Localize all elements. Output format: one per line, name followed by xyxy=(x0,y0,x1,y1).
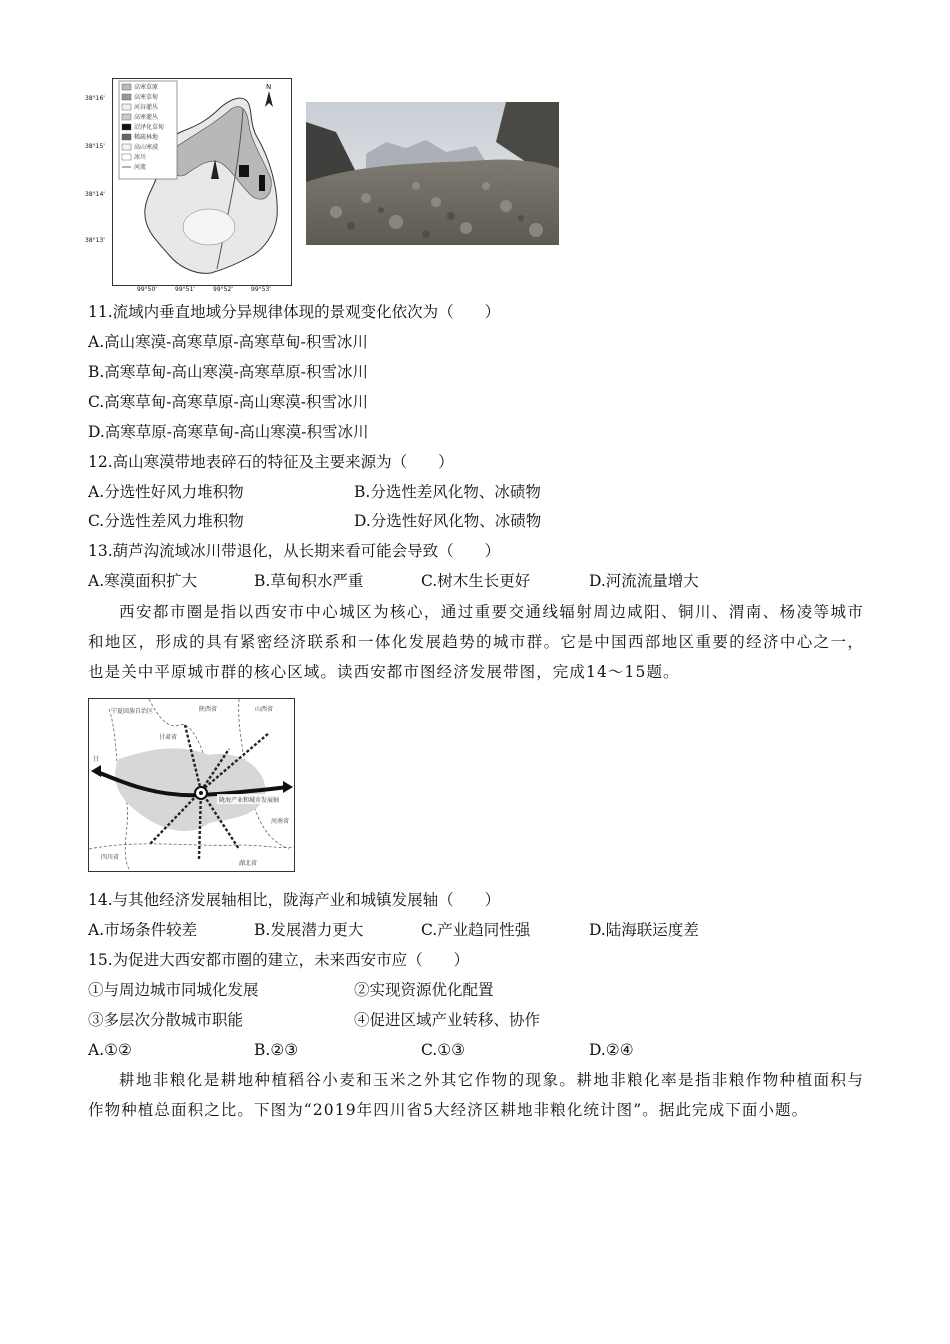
passage-sichuan xyxy=(88,1065,864,1125)
q12-option-d[interactable]: D.分选性好风化物、冰碛物 xyxy=(354,512,542,530)
svg-text:N: N xyxy=(266,83,272,91)
lat-label: 38°16' xyxy=(85,95,105,102)
watershed-map-graphic xyxy=(113,79,291,285)
q14-option-b[interactable]: B.发展潜力更大 xyxy=(254,921,364,939)
province-label: 山西省 xyxy=(255,706,274,713)
q14-stem: 14.与其他经济发展轴相比，陇海产业和城镇发展轴（ ） xyxy=(88,891,501,909)
legend-swatches xyxy=(122,84,131,167)
q12-option-c[interactable]: C.分选性差风力堆积物 xyxy=(88,512,244,530)
passage-xian xyxy=(88,597,864,687)
province-label: 陕西省 xyxy=(199,706,218,713)
q15-option-b[interactable]: B.②③ xyxy=(254,1041,299,1059)
legend-item: 稀疏林地 xyxy=(134,134,159,141)
arrow-west-icon xyxy=(91,765,101,777)
lon-label: 99°50' xyxy=(137,286,157,293)
q12-stem: 12.高山寒漠带地表碎石的特征及主要来源为（ ） xyxy=(88,453,454,471)
q14-option-c[interactable]: C.产业趋同性强 xyxy=(421,921,531,939)
q12-option-b[interactable]: B.分选性差风化物、冰碛物 xyxy=(354,483,541,501)
lat-label: 38°15' xyxy=(85,143,105,150)
lat-label: 38°14' xyxy=(85,191,105,198)
legend-item: 高寒草甸 xyxy=(134,94,159,101)
q15-statement-2: ②实现资源优化配置 xyxy=(354,981,494,999)
province-label: 湖北省 xyxy=(239,860,258,867)
province-label: 四川省 xyxy=(101,854,120,861)
legend-item: 沼泽化草甸 xyxy=(134,124,165,131)
q13-option-c[interactable]: C.树木生长更好 xyxy=(421,572,531,590)
q11-option-c[interactable]: C.高寒草甸-高寒草原-高山寒漠-积雪冰川 xyxy=(88,393,368,411)
xian-economic-map xyxy=(88,698,295,872)
lon-label: 99°51' xyxy=(175,286,195,293)
q13-option-a[interactable]: A.寒漠面积扩大 xyxy=(88,572,198,590)
q11-stem: 11.流域内垂直地域分异规律体现的景观变化依次为（ ） xyxy=(88,303,501,321)
legend-item: 冰川 xyxy=(134,154,147,161)
lat-label: 38°13' xyxy=(85,237,105,244)
q15-statement-4: ④促进区域产业转移、协作 xyxy=(354,1011,541,1029)
q11-option-b[interactable]: B.高寒草甸-高山寒漠-高寒草原-积雪冰川 xyxy=(88,363,369,381)
q15-option-c[interactable]: C.①③ xyxy=(421,1041,466,1059)
q11-option-a[interactable]: A.高山寒漠-高寒草原-高寒草甸-积雪冰川 xyxy=(88,333,368,351)
passage-sichuan-text: 耕地非粮化是耕地种植稻谷小麦和玉米之外其它作物的现象。耕地非粮化率是指非粮作物种植面积与作物种植总面积之比。下图为“2019年四川省5大经济区耕地非粮化统计图”。据此完成下面小题。 xyxy=(88,1071,864,1119)
legend-item: 河流 xyxy=(134,164,147,171)
arrow-east-icon xyxy=(283,781,293,793)
q15-stem: 15.为促进大西安都市圈的建立，未来西安市应（ ） xyxy=(88,951,470,969)
q15-option-a[interactable]: A.①② xyxy=(88,1041,132,1059)
legend-item: 高山寒漠 xyxy=(134,144,159,151)
legend-item: 高寒灌丛 xyxy=(134,114,159,121)
lon-label: 99°52' xyxy=(213,286,233,293)
q13-stem: 13.葫芦沟流域冰川带退化，从长期来看可能会导致（ ） xyxy=(88,542,501,560)
q12-option-a[interactable]: A.分选性好风力堆积物 xyxy=(88,483,244,501)
north-arrow-icon xyxy=(265,83,273,107)
axis-label: 陇海产业和城市发展轴 xyxy=(219,797,280,804)
q13-option-b[interactable]: B.草甸积水严重 xyxy=(254,572,364,590)
passage-xian-text: 西安都市圈是指以西安市中心城区为核心，通过重要交通线辐射周边咸阳、铜川、渭南、杨凌等城市和地区，形成的具有紧密经济联系和一体化发展趋势的城市群。它是中国西部地区重要的经济中心之一，也是关中平原城市群的核心区域。读西安都市图经济发展带图，完成14～15题。 xyxy=(88,603,864,681)
q15-statement-1: ①与周边城市同城化发展 xyxy=(88,981,259,999)
q14-option-a[interactable]: A.市场条件较差 xyxy=(88,921,198,939)
q15-statement-3: ③多层次分散城市职能 xyxy=(88,1011,244,1029)
watershed-map xyxy=(85,78,292,293)
q15-option-d[interactable]: D.②④ xyxy=(589,1041,634,1059)
landscape-photo xyxy=(306,102,559,245)
q14-option-d[interactable]: D.陆海联运度差 xyxy=(589,921,699,939)
province-label: 河南省 xyxy=(271,818,290,825)
q13-option-d[interactable]: D.河流流量增大 xyxy=(589,572,699,590)
province-label: 宁夏回族自治区 xyxy=(111,708,154,715)
province-label: 甘 xyxy=(93,756,100,763)
province-label: 甘肃省 xyxy=(159,734,178,741)
legend-item: 河谷灌丛 xyxy=(134,104,159,111)
legend-item: 高寒草原 xyxy=(134,84,159,91)
q11-option-d[interactable]: D.高寒草原-高寒草甸-高山寒漠-积雪冰川 xyxy=(88,423,369,441)
lon-label: 99°53' xyxy=(251,286,271,293)
